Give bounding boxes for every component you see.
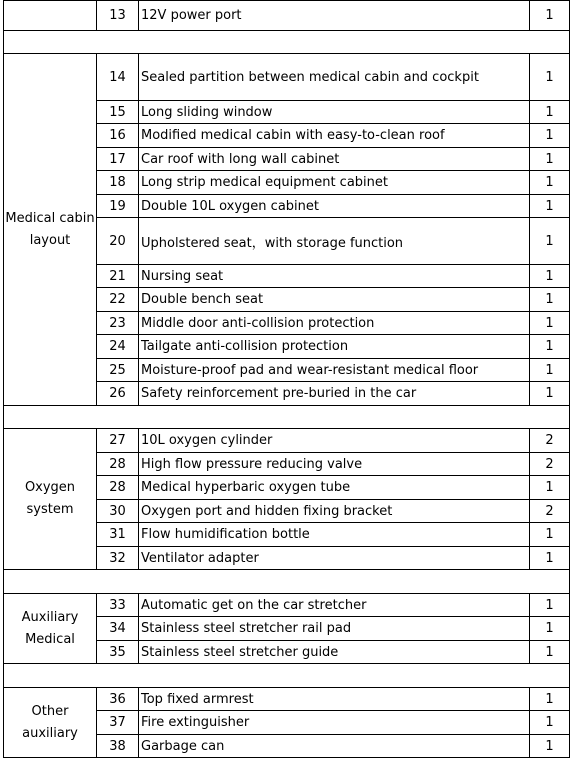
item-number: 23 xyxy=(97,312,139,335)
category-label: Other auxiliary xyxy=(4,688,97,758)
section-spacer xyxy=(4,570,570,594)
item-number: 37 xyxy=(97,711,139,735)
item-number: 15 xyxy=(97,101,139,124)
item-number: 14 xyxy=(97,54,139,101)
item-quantity: 1 xyxy=(530,711,570,735)
item-number: 21 xyxy=(97,265,139,288)
table-row xyxy=(4,54,570,101)
item-quantity: 1 xyxy=(530,218,570,265)
item-quantity: 1 xyxy=(530,1,570,31)
item-number: 13 xyxy=(97,1,139,31)
category-cell xyxy=(4,1,97,31)
item-quantity: 1 xyxy=(530,359,570,382)
item-quantity: 1 xyxy=(530,617,570,641)
item-quantity: 1 xyxy=(530,382,570,406)
item-quantity: 1 xyxy=(530,688,570,711)
item-description: Garbage can xyxy=(139,735,530,758)
item-description: Medical hyperbaric oxygen tube xyxy=(139,476,530,500)
item-description: Fire extinguisher xyxy=(139,711,530,735)
item-description: 10L oxygen cylinder xyxy=(139,429,530,453)
item-quantity: 1 xyxy=(530,148,570,171)
item-description: Safety reinforcement pre-buried in the car xyxy=(139,382,530,406)
item-description: Car roof with long wall cabinet xyxy=(139,148,530,171)
item-number: 34 xyxy=(97,617,139,641)
item-quantity: 1 xyxy=(530,54,570,101)
item-description: Stainless steel stretcher guide xyxy=(139,641,530,664)
item-quantity: 1 xyxy=(530,124,570,148)
item-quantity: 2 xyxy=(530,500,570,523)
category-label: Oxygen system xyxy=(4,429,97,570)
item-quantity: 1 xyxy=(530,476,570,500)
item-description: Upholstered seat，with storage function xyxy=(139,218,530,265)
item-description: Sealed partition between medical cabin and cockpit xyxy=(139,54,530,101)
item-quantity: 1 xyxy=(530,735,570,758)
equipment-list-table xyxy=(3,0,570,758)
item-description: Middle door anti-collision protection xyxy=(139,312,530,335)
item-quantity: 1 xyxy=(530,594,570,617)
item-description: Stainless steel stretcher rail pad xyxy=(139,617,530,641)
category-label: Auxiliary Medical xyxy=(4,594,97,664)
item-quantity: 2 xyxy=(530,453,570,476)
item-quantity: 1 xyxy=(530,312,570,335)
item-description: Nursing seat xyxy=(139,265,530,288)
item-number: 25 xyxy=(97,359,139,382)
item-number: 16 xyxy=(97,124,139,148)
item-description: Flow humidification bottle xyxy=(139,523,530,547)
item-quantity: 1 xyxy=(530,195,570,218)
item-description: High flow pressure reducing valve xyxy=(139,453,530,476)
item-number: 20 xyxy=(97,218,139,265)
item-description: Tailgate anti-collision protection xyxy=(139,335,530,359)
item-description: Long strip medical equipment cabinet xyxy=(139,171,530,195)
item-number: 17 xyxy=(97,148,139,171)
item-description: Ventilator adapter xyxy=(139,547,530,570)
item-description: Oxygen port and hidden fixing bracket xyxy=(139,500,530,523)
section-spacer xyxy=(4,664,570,688)
item-number: 26 xyxy=(97,382,139,406)
item-number: 27 xyxy=(97,429,139,453)
item-quantity: 2 xyxy=(530,429,570,453)
item-description: Moisture-proof pad and wear-resistant medical floor xyxy=(139,359,530,382)
item-description: Double 10L oxygen cabinet xyxy=(139,195,530,218)
item-number: 19 xyxy=(97,195,139,218)
item-number: 32 xyxy=(97,547,139,570)
item-number: 30 xyxy=(97,500,139,523)
item-description: Modified medical cabin with easy-to-clean roof xyxy=(139,124,530,148)
item-number: 18 xyxy=(97,171,139,195)
item-number: 22 xyxy=(97,288,139,312)
item-quantity: 1 xyxy=(530,288,570,312)
item-quantity: 1 xyxy=(530,335,570,359)
item-number: 24 xyxy=(97,335,139,359)
item-description: Double bench seat xyxy=(139,288,530,312)
table-row xyxy=(4,1,570,31)
item-description: Top fixed armrest xyxy=(139,688,530,711)
item-description: 12V power port xyxy=(139,1,530,31)
table-row xyxy=(4,429,570,453)
table-row xyxy=(4,594,570,617)
table-row xyxy=(4,688,570,711)
item-number: 28 xyxy=(97,476,139,500)
item-quantity: 1 xyxy=(530,265,570,288)
item-quantity: 1 xyxy=(530,547,570,570)
item-number: 33 xyxy=(97,594,139,617)
item-description: Long sliding window xyxy=(139,101,530,124)
item-quantity: 1 xyxy=(530,171,570,195)
item-quantity: 1 xyxy=(530,523,570,547)
item-number: 38 xyxy=(97,735,139,758)
section-spacer xyxy=(4,406,570,429)
item-quantity: 1 xyxy=(530,101,570,124)
section-spacer xyxy=(4,31,570,54)
item-number: 28 xyxy=(97,453,139,476)
item-number: 31 xyxy=(97,523,139,547)
item-number: 35 xyxy=(97,641,139,664)
item-quantity: 1 xyxy=(530,641,570,664)
item-number: 36 xyxy=(97,688,139,711)
item-description: Automatic get on the car stretcher xyxy=(139,594,530,617)
category-label: Medical cabin layout xyxy=(4,54,97,406)
